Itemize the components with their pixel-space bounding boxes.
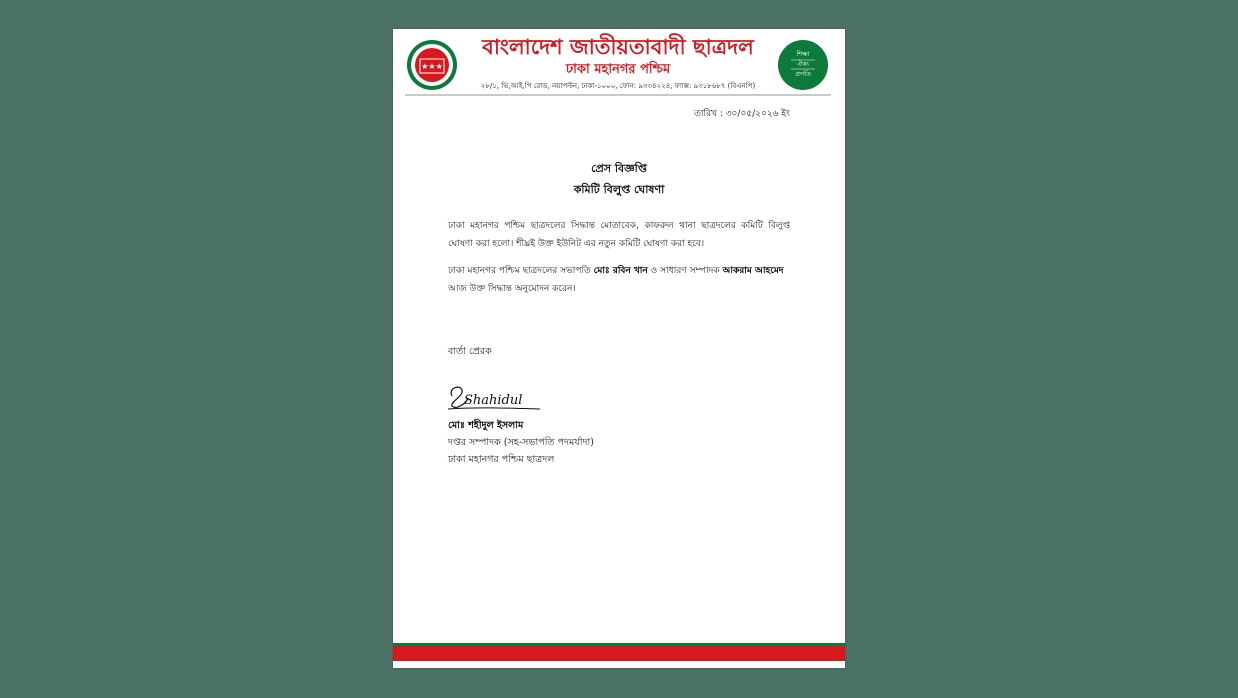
sender-label: বার্তা প্রেরক (448, 346, 492, 357)
header-divider (405, 94, 831, 96)
document-date: তারিখ : ৩০/০৫/২০২৬ ইং (694, 109, 790, 119)
signature-script: Shahidul (464, 393, 523, 408)
document-subtitle: কমিটি বিলুপ্ত ঘোষণা (573, 183, 665, 196)
svg-text:★★★: ★★★ (421, 62, 443, 71)
signatory-designation: দপ্তর সম্পাদক (সহ-সভাপতি পদমর্যাদা) (448, 437, 594, 448)
emblem-line-2: ঐক্য (797, 60, 809, 68)
signatory-block (448, 417, 594, 468)
signatory-name: মোঃ শহীদুল ইসলাম (448, 420, 524, 431)
paragraph2-text-3: আজ উক্ত সিদ্ধান্ত অনুমোদন করেন। (448, 284, 576, 294)
body-paragraph-2 (448, 262, 790, 298)
organization-unit: ঢাকা মহানগর পশ্চিম (565, 62, 671, 77)
footer-red-band (393, 646, 845, 661)
press-release-document (393, 29, 845, 668)
motto-emblem-logo (777, 39, 829, 91)
secretary-name: আকরাম আহমেদ (722, 266, 784, 276)
organization-name: বাংলাদেশ জাতীয়তাবাদী ছাত্রদল (482, 35, 754, 59)
body-paragraph-1: ঢাকা মহানগর পশ্চিম ছাত্রদলের সিদ্ধান্ত মোতাবেক, কাফরুল থানা ছাত্রদলের কমিটি বিলুপ্ত ঘোষণা করা হলো। শীঘ্রই উক্ত ইউনিট এর নতুন কমিটি ঘোষণা করা হবে। (448, 221, 790, 249)
paragraph2-text-2: ও সাধারণ সম্পাদক (647, 266, 723, 276)
emblem-line-1: শিক্ষা (796, 50, 810, 58)
signatory-unit: ঢাকা মহানগর পশ্চিম ছাত্রদল (448, 454, 555, 465)
handwritten-signature (446, 382, 542, 414)
document-title: প্রেস বিজ্ঞপ্তি (591, 162, 647, 175)
emblem-line-3: প্রগতি (795, 70, 811, 78)
party-emblem-logo (406, 39, 458, 91)
paragraph2-text-1: ঢাকা মহানগর পশ্চিম ছাত্রদলের সভাপতি (448, 266, 594, 276)
organization-address: ২৮/১, ভি,আই,পি রোড, নয়াপল্টন, ঢাকা-১০০০, ফোন: ৯৩৩৪২২৪, ফ্যাক্স: ৯৩১৮৬৮৭ (বিএনপি) (480, 82, 756, 90)
president-name: মোঃ রবিন খান (593, 266, 648, 276)
